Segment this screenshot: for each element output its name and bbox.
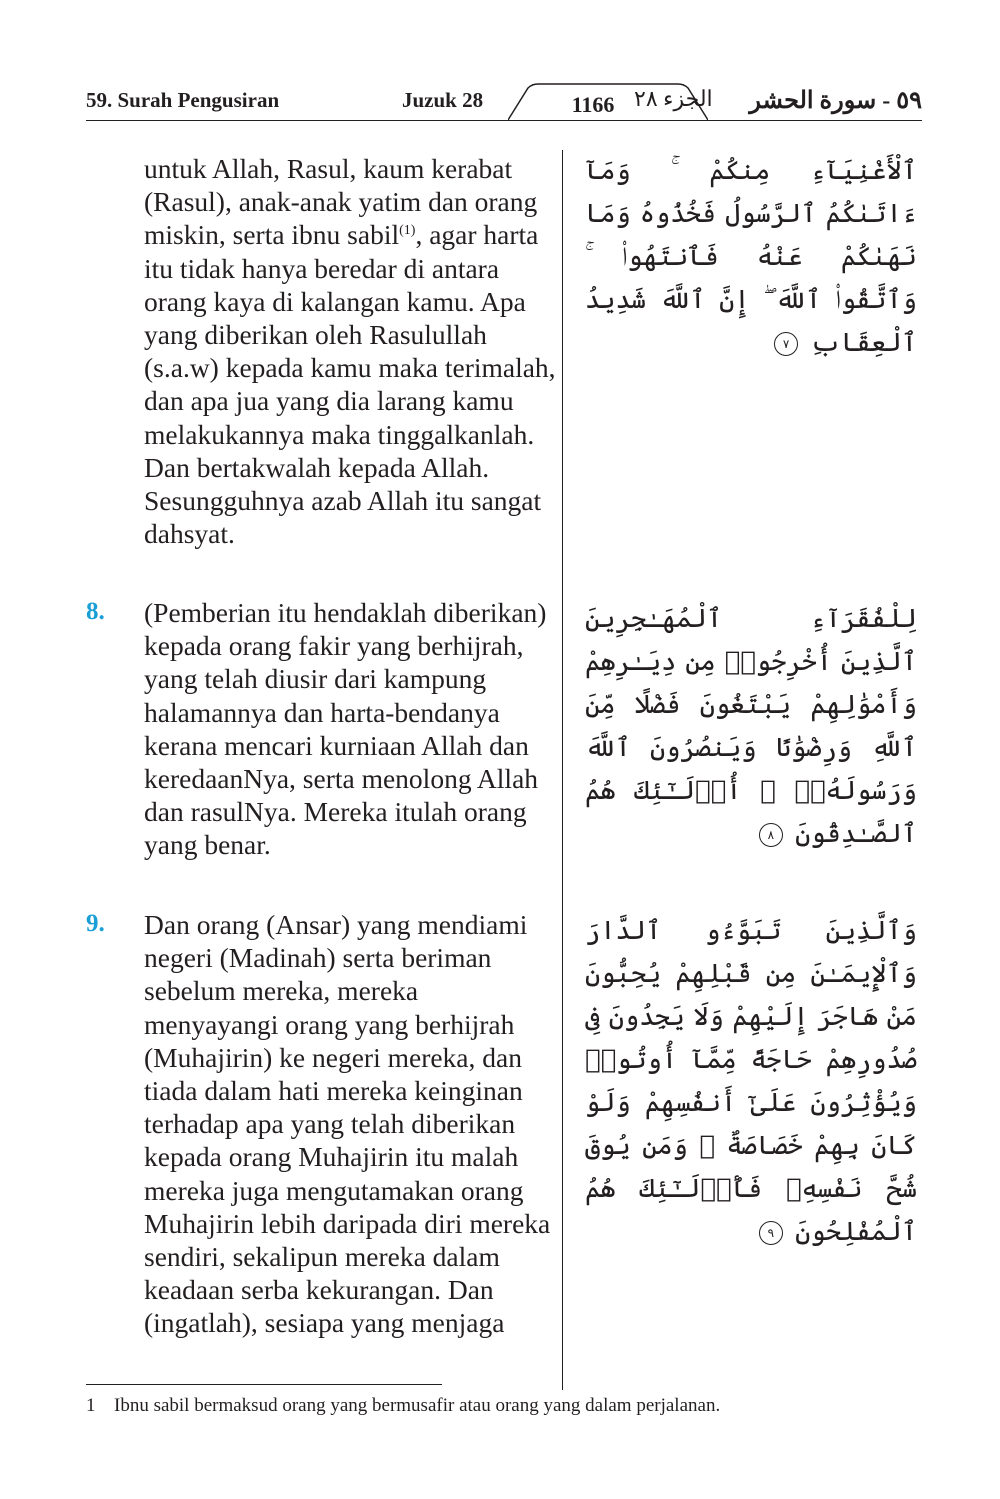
header-rule (86, 120, 922, 121)
verse-number-8: 8. (86, 598, 105, 625)
footnote-text: Ibnu sabil bermaksud orang yang bermusafir atau orang yang dalam perjalanan. (114, 1395, 721, 1416)
surah-title: 59. Surah Pengusiran (86, 88, 280, 112)
verse-7-translation: untuk Allah, Rasul, kaum kerabat (Rasul), anak-anak yatim dan orang miskin, serta ibnu sabil$^{(1)}$, agar harta itu tidak hanya beredar di antara orang kaya di kalangan kamu. Apa yang diberikan oleh Rasulullah (s.a.w) kepada kamu maka terimalah, dan apa jua yang dia larang kamu melakukannya maka tinggalkanlah. Dan bertakwalah kepada Allah. Sesungguhnya azab Allah itu sangat dahsyat. (144, 153, 556, 550)
footnote-number: 1 (86, 1395, 96, 1416)
verse-7-arabic: ٱلْأَغْنِيَآءِ مِنكُمْ ۚ وَمَآ ءَاتَىٰكُمُ ٱلرَّسُولُ فَخُذُوهُ وَمَا نَهَىٰكُمْ عَنْهُ فَٱنتَهُوا۟ ۚ وَٱتَّقُوا۟ ٱللَّهَ ۖ إِنَّ ٱللَّهَ شَدِيدُ ٱلْعِقَابِ ٧ (585, 156, 917, 358)
footnote-ref[interactable]: (1) (399, 223, 416, 239)
page-header (86, 82, 922, 126)
ayah-marker-9: ٩ (759, 1221, 783, 1245)
page-number: 1166 (571, 92, 615, 117)
arabic-surah-title: ٥٩ - سورة الحشر (749, 88, 922, 114)
verse-9-translation: Dan orang (Ansar) yang mendiami negeri (Madinah) serta beriman sebelum mereka, mereka menyayangi orang yang berhijrah (Muhajirin) ke negeri mereka, dan tiada dalam hati mereka keinginan terhadap apa yang telah diberikan kepada orang Muhajirin itu malah mereka juga mengutamakan orang Muhajirin lebih daripada diri mereka sendiri, sekalipun mereka dalam keadaan serba kekurangan. Dan (ingatlah), sesiapa yang menjaga (144, 909, 551, 1339)
verse-8-arabic: لِلْفُقَرَآءِ ٱلْمُهَـٰجِرِينَ ٱلَّذِينَ أُخْرِجُوا۟ مِن دِيَـٰرِهِمْ وَأَمْوَٰلِهِمْ يَبْتَغُونَ فَضْلًا مِّنَ ٱللَّهِ وَرِضْوَٰنًا وَيَنصُرُونَ ٱللَّهَ وَرَسُولَهُۥٓ ۚ أُو۟لَـٰٓئِكَ هُمُ ٱلصَّـٰدِقُونَ ٨ (585, 604, 917, 849)
verse-8-translation: (Pemberian itu hendaklah diberikan) kepada orang fakir yang berhijrah, yang telah diusir dari kampung halamannya dan harta-bendanya kerana mencari kurniaan Allah dan keredaanNya, serta menolong Allah dan rasulNya. Mereka itulah orang yang benar. (144, 597, 547, 861)
ayah-marker-7: ٧ (774, 332, 798, 356)
footnote-rule (86, 1384, 442, 1385)
column-divider (562, 150, 563, 1390)
verse-9-arabic: وَٱلَّذِينَ تَبَوَّءُو ٱلدَّارَ وَٱلْإِيمَـٰنَ مِن قَبْلِهِمْ يُحِبُّونَ مَنْ هَاجَرَ إِلَيْهِمْ وَلَا يَجِدُونَ فِى صُدُورِهِمْ حَاجَةً مِّمَّآ أُوتُوا۟ وَيُؤْثِرُونَ عَلَىٰٓ أَنفُسِهِمْ وَلَوْ كَانَ بِهِمْ خَصَاصَةٌ ۚ وَمَن يُوقَ شُحَّ نَفْسِهِۦ فَأُو۟لَـٰٓئِكَ هُمُ ٱلْمُفْلِحُونَ ٩ (585, 916, 917, 1247)
arabic-juz-label: الجزء ٢٨ (634, 86, 713, 111)
juzuk-label: Juzuk 28 (402, 88, 484, 112)
verse-number-9: 9. (86, 910, 105, 937)
ayah-marker-8: ٨ (759, 823, 783, 847)
